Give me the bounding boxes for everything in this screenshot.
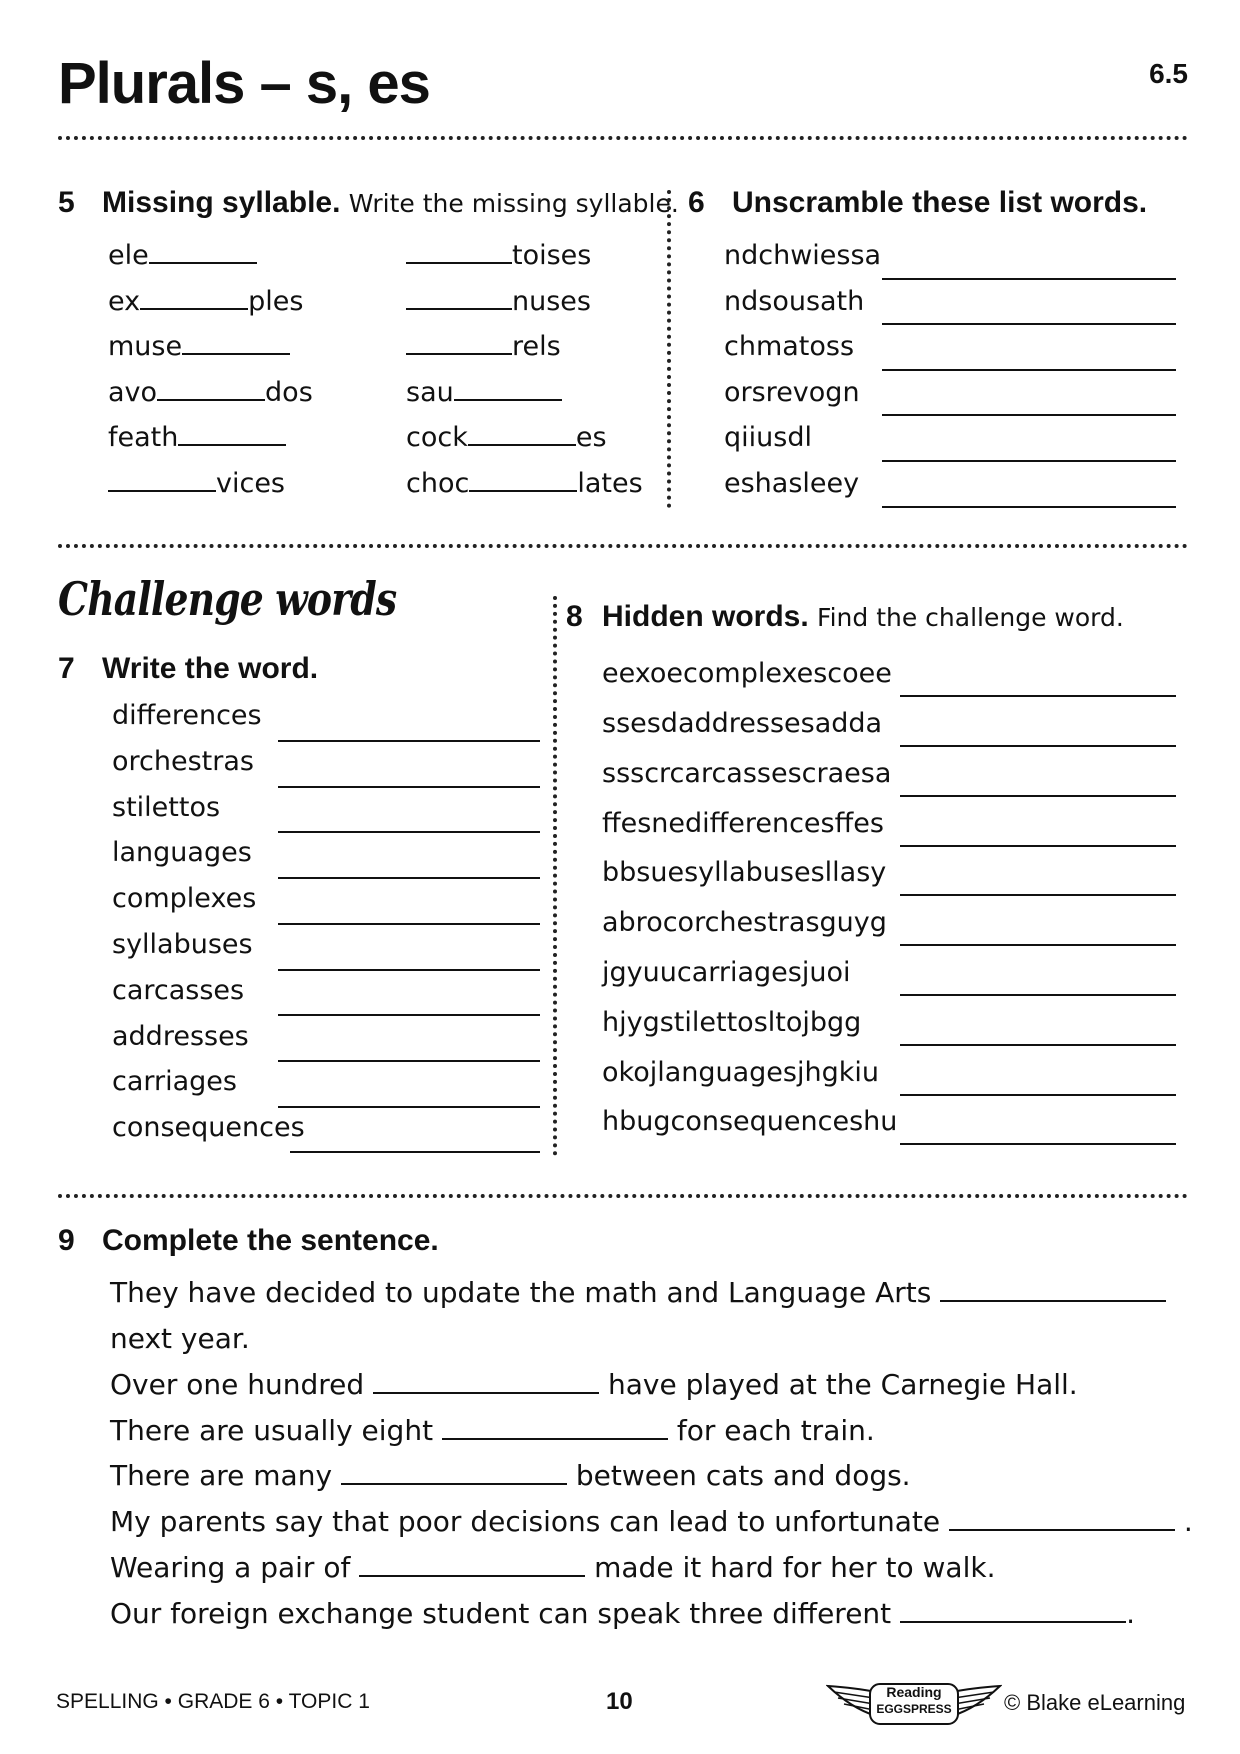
q9-sentence-1: They have decided to update the math and Language Arts [110,1276,1166,1309]
q7-answer-line-9[interactable] [278,1106,540,1108]
q5-item-5: muse [108,331,290,362]
q7-word-7: carcasses [112,975,245,1006]
q5-item-9: feath [108,422,286,453]
q5-blank-4[interactable] [406,307,512,310]
q8-answer-line-2[interactable] [900,745,1176,747]
q8-answer-line-9[interactable] [900,1094,1176,1096]
q7-answer-line-8[interactable] [278,1060,540,1062]
q5-item-7: avo dos [108,377,313,408]
q6-word-1: ndchwiessa [724,240,882,271]
q5-title: Missing syllable. [102,186,341,219]
q9-sentence-1-cont: next year. [110,1322,250,1355]
q5-blank-2[interactable] [406,261,512,264]
page-title: Plurals – s, es [58,51,430,116]
q6-answer-line-6[interactable] [882,506,1176,508]
q9-blank-3[interactable] [442,1437,668,1440]
divider-q7-q8 [553,596,557,1156]
logo-text-top: Reading [886,1684,942,1700]
q5-blank-11[interactable] [108,489,216,492]
q9-sentence-4: There are many between cats and dogs. [110,1459,911,1492]
q7-word-9: carriages [112,1066,237,1097]
footer-copyright: © Blake eLearning [1004,1690,1186,1715]
q9-number: 9 [58,1224,75,1257]
q7-answer-line-7[interactable] [278,1014,540,1016]
q6-word-4: orsrevogn [724,377,860,408]
reading-eggspress-logo [826,1678,1002,1730]
q5-instruction: Write the missing syllable. [348,189,679,218]
q6-title: Unscramble these list words. [732,186,1148,219]
q5-blank-5[interactable] [182,352,290,355]
q9-sentence-6: Wearing a pair of made it hard for her to walk. [110,1551,996,1584]
q8-puzzle-7: jgyuucarriagesjuoi [602,957,851,988]
q8-title: Hidden words. [602,600,809,633]
q7-title: Write the word. [102,652,319,685]
q8-puzzle-8: hjygstilettosltojbgg [602,1007,862,1038]
q5-item-1: ele [108,240,257,271]
q8-heading [566,600,1124,634]
q6-word-2: ndsousath [724,286,865,317]
q7-answer-line-5[interactable] [278,923,540,925]
q5-item-12: choc lates [406,468,643,499]
q5-blank-3[interactable] [140,307,248,310]
q5-item-10: cock es [406,422,607,453]
q7-word-5: complexes [112,883,257,914]
q6-number: 6 [688,186,705,219]
q7-word-3: stilettos [112,792,221,823]
footer-page-number: 10 [606,1688,633,1715]
q9-blank-4[interactable] [341,1482,567,1485]
q8-answer-line-7[interactable] [900,994,1176,996]
q9-blank-1[interactable] [940,1299,1166,1302]
q9-blank-7[interactable] [900,1620,1126,1623]
q5-item-3: ex ples [108,286,304,317]
q5-item-11: vices [108,468,285,499]
q8-puzzle-2: ssesdaddressesadda [602,708,883,739]
q8-instruction: Find the challenge word. [817,603,1124,632]
q6-answer-line-4[interactable] [882,414,1176,416]
divider-top [58,136,1188,140]
q5-item-4: nuses [406,286,591,317]
q7-answer-line-10[interactable] [290,1151,540,1153]
q8-answer-line-10[interactable] [900,1143,1176,1145]
q8-answer-line-4[interactable] [900,845,1176,847]
q8-puzzle-9: okojlanguagesjhgkiu [602,1057,879,1088]
q5-blank-7[interactable] [157,398,265,401]
q7-word-6: syllabuses [112,929,253,960]
q6-answer-line-2[interactable] [882,323,1176,325]
q5-item-6: rels [406,331,561,362]
q7-heading [58,652,318,686]
q8-answer-line-5[interactable] [900,894,1176,896]
q9-blank-5[interactable] [949,1528,1175,1531]
q5-blank-9[interactable] [178,443,286,446]
q9-title: Complete the sentence. [102,1224,439,1257]
q5-number: 5 [58,186,75,219]
q9-sentence-3: There are usually eight for each train. [110,1414,875,1447]
footer-topic: SPELLING • GRADE 6 • TOPIC 1 [56,1690,370,1713]
q9-sentence-7: Our foreign exchange student can speak three different . [110,1597,1135,1630]
q7-answer-line-1[interactable] [278,740,540,742]
q5-item-2: toises [406,240,591,271]
q8-puzzle-5: bbsuesyllabusesllasy [602,857,887,888]
q8-answer-line-6[interactable] [900,944,1176,946]
q8-answer-line-3[interactable] [900,795,1176,797]
q5-blank-6[interactable] [406,352,512,355]
divider-bottom [58,1194,1188,1198]
q6-answer-line-5[interactable] [882,460,1176,462]
q6-word-6: eshasleey [724,468,860,499]
q7-word-8: addresses [112,1021,249,1052]
divider-middle [58,544,1188,548]
logo-text-bottom: EGGSPRESS [876,1702,952,1716]
q5-heading [58,186,679,220]
q7-number: 7 [58,652,75,685]
q8-answer-line-1[interactable] [900,695,1176,697]
q8-answer-line-8[interactable] [900,1044,1176,1046]
q6-heading [688,186,1147,220]
q5-blank-1[interactable] [149,261,257,264]
q7-answer-line-3[interactable] [278,831,540,833]
q6-answer-line-3[interactable] [882,369,1176,371]
page-number: 6.5 [1149,58,1188,89]
q7-word-10: consequences [112,1112,305,1143]
q7-answer-line-6[interactable] [278,969,540,971]
q7-answer-line-2[interactable] [278,786,540,788]
q7-word-1: differences [112,700,262,731]
q5-blank-10[interactable] [468,443,576,446]
q8-puzzle-1: eexoecomplexescoee [602,658,892,689]
q7-word-4: languages [112,837,252,868]
q8-puzzle-4: ffesnedifferencesffes [602,808,884,839]
q7-answer-line-4[interactable] [278,877,540,879]
q5-blank-8[interactable] [454,398,562,401]
q9-blank-6[interactable] [359,1574,585,1577]
q8-puzzle-10: hbugconsequenceshu [602,1106,898,1137]
divider-q5-q6 [667,190,671,508]
challenge-words-heading: Challenge words [58,572,397,626]
q8-puzzle-3: ssscrcarcassescraesa [602,758,892,789]
q5-blank-12[interactable] [469,489,577,492]
q6-answer-line-1[interactable] [882,278,1176,280]
q6-word-5: qiiusdl [724,422,812,453]
q9-heading [58,1224,439,1258]
q9-sentence-5: My parents say that poor decisions can lead to unfortunate . [110,1505,1193,1538]
q9-sentence-2: Over one hundred have played at the Carnegie Hall. [110,1368,1078,1401]
q8-puzzle-6: abrocorchestrasguyg [602,907,887,938]
q9-blank-2[interactable] [373,1391,599,1394]
q6-word-3: chmatoss [724,331,855,362]
q8-number: 8 [566,600,583,633]
q5-item-8: sau [406,377,562,408]
q7-word-2: orchestras [112,746,254,777]
